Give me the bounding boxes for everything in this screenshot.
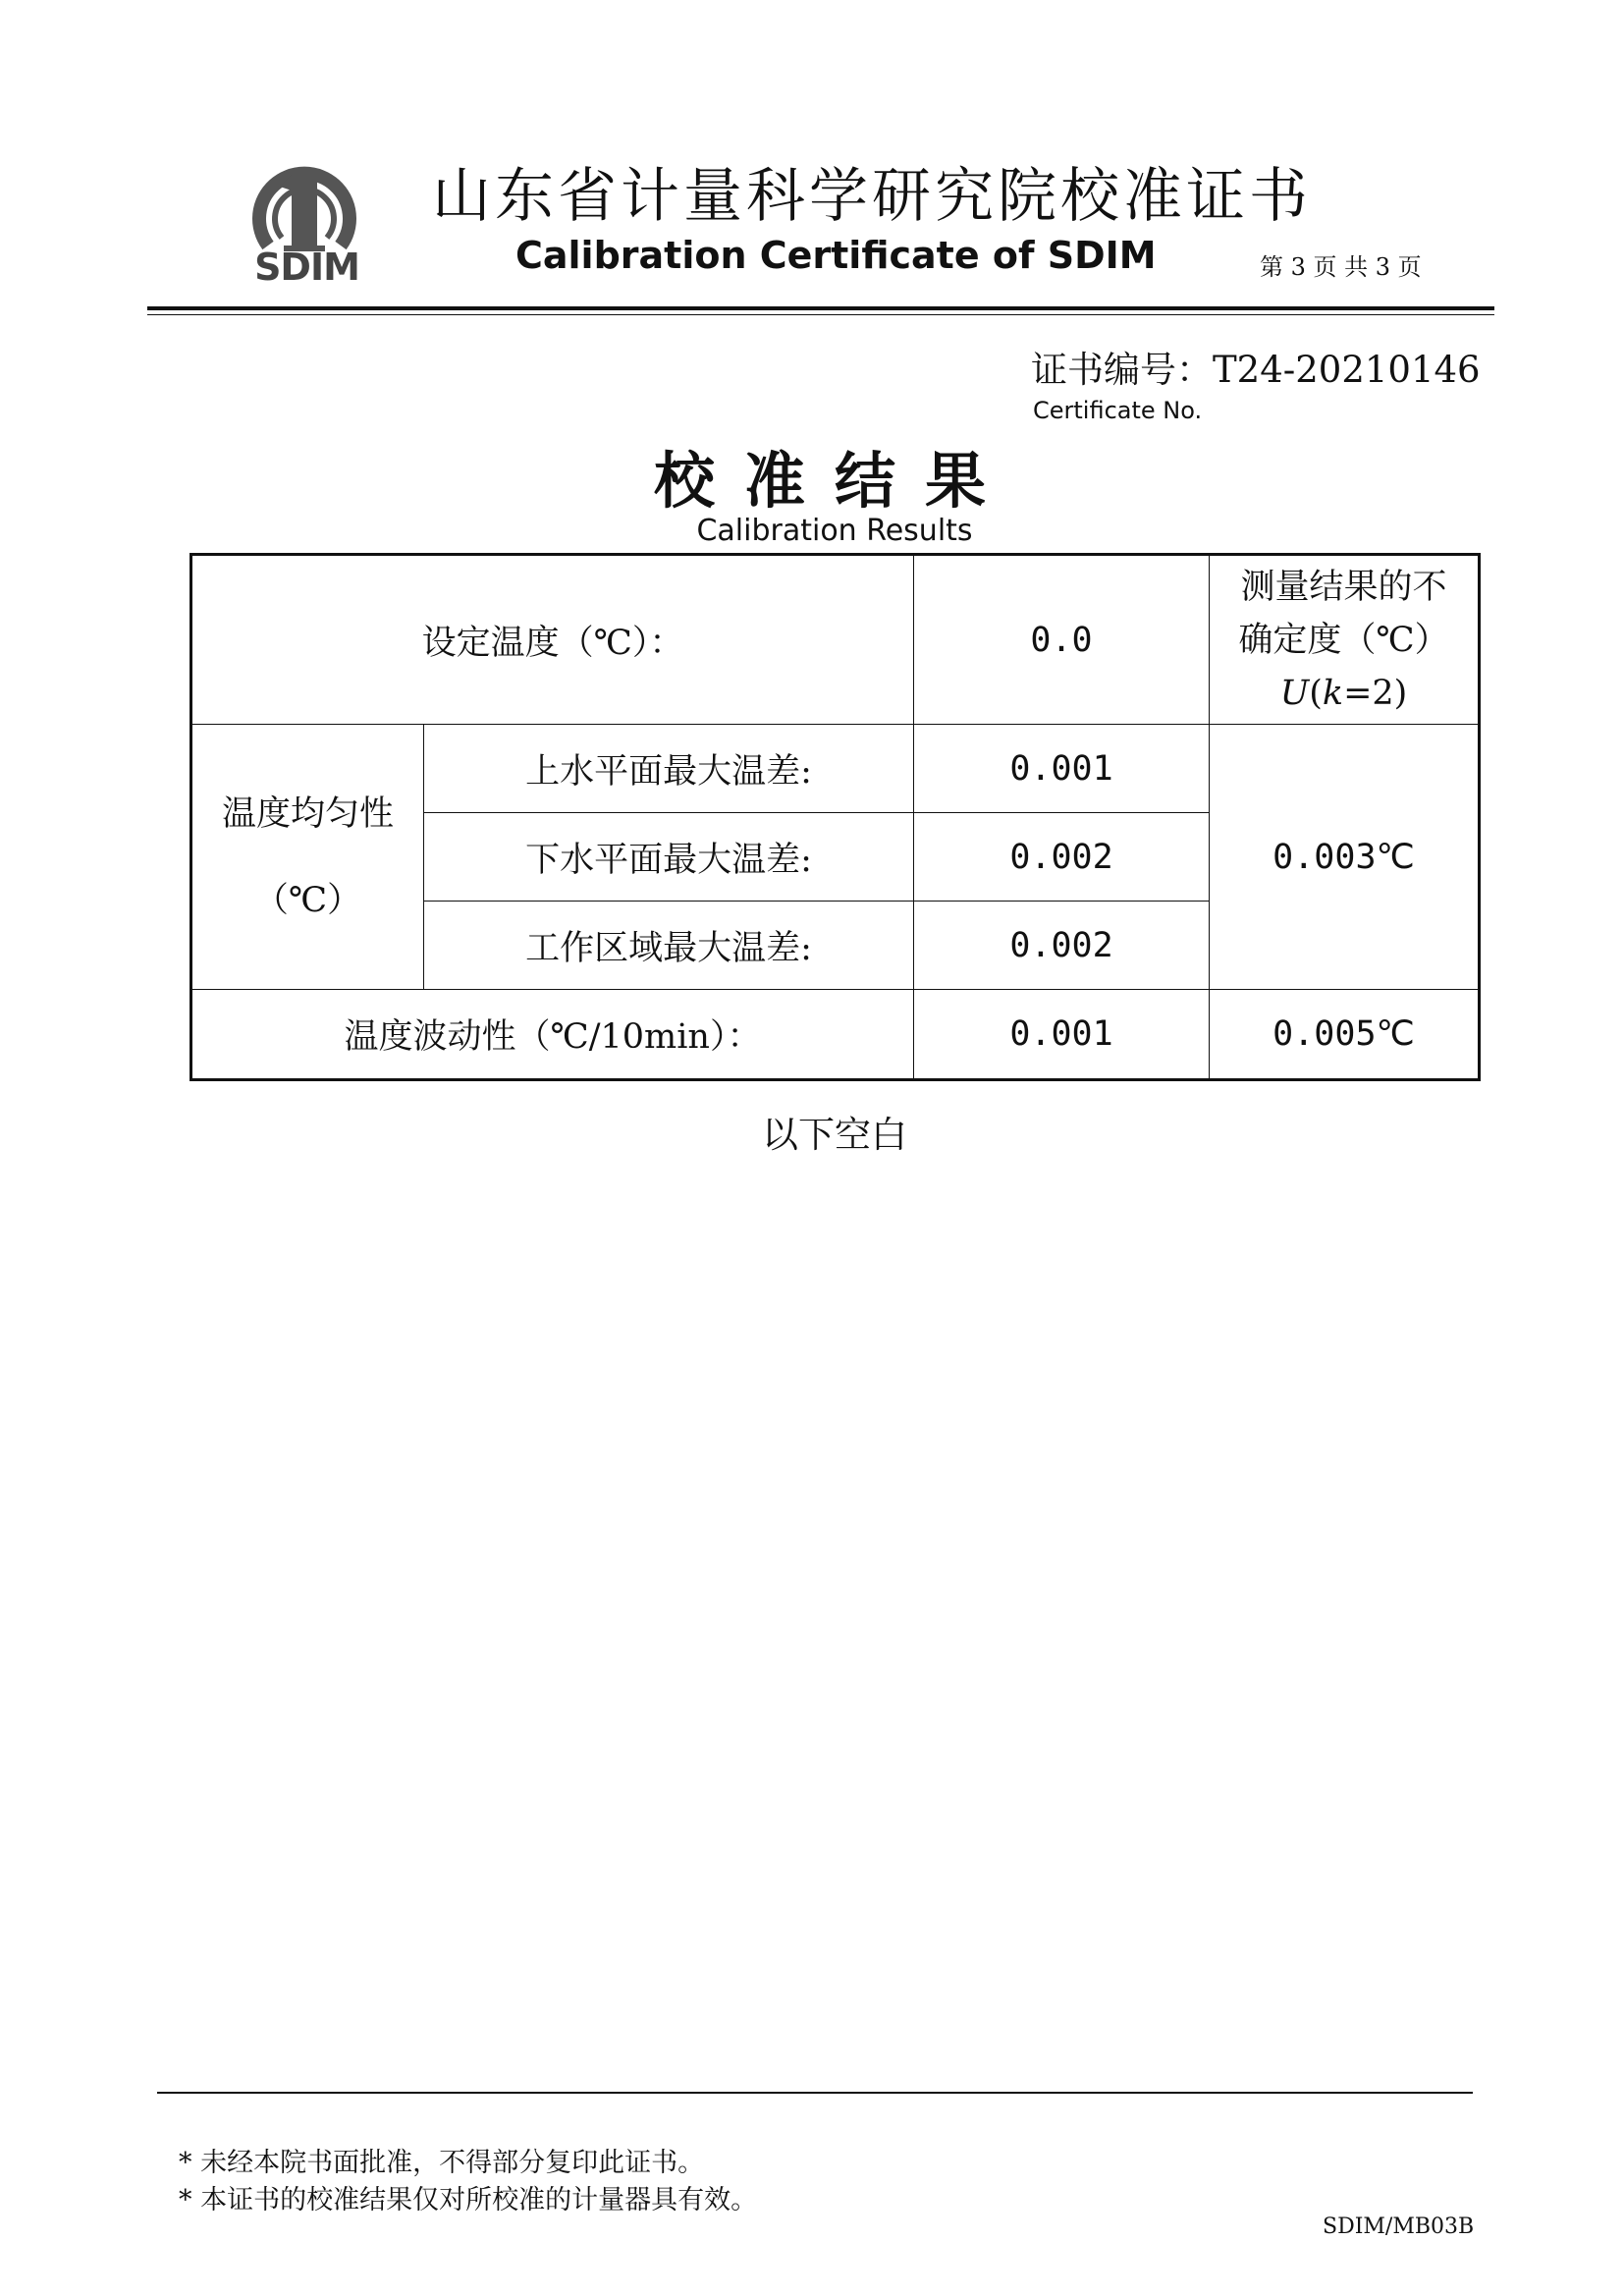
footer-note-1: * 未经本院书面批准，不得部分复印此证书。	[179, 2148, 705, 2178]
certificate-number-label: 证书编号：	[1031, 349, 1213, 391]
certificate-title-en: Calibration Certificate of SDIM	[515, 234, 1157, 277]
page-info: 第 3 页 共 3 页	[1260, 253, 1422, 281]
uncertainty-header-line1: 测量结果的不	[1240, 567, 1447, 607]
uncertainty-paren: (	[1309, 673, 1323, 713]
footer-note-2: * 本证书的校准结果仅对所校准的计量器具有效。	[179, 2185, 758, 2215]
row-label: 工作区域最大温差:	[424, 902, 914, 990]
setpoint-value: 0.0	[914, 555, 1210, 725]
coverage-factor-value: =2)	[1343, 673, 1408, 713]
certificate-number-label-en: Certificate No.	[1033, 397, 1203, 424]
results-title-cn: 校准结果	[653, 445, 1015, 517]
row-label: 上水平面最大温差:	[424, 725, 914, 813]
row-label: 下水平面最大温差:	[424, 813, 914, 902]
form-code: SDIM/MB03B	[1323, 2214, 1475, 2239]
table-row	[191, 725, 1480, 813]
fluctuation-label: 温度波动性（℃/10min）：	[191, 990, 914, 1080]
table-row	[191, 990, 1480, 1080]
coverage-factor-symbol: k	[1322, 673, 1344, 713]
table-row	[191, 555, 1480, 725]
uniformity-uncertainty: 0.003℃	[1210, 725, 1480, 990]
certificate-number	[1031, 340, 1481, 393]
uniformity-label-line2: （℃）	[253, 880, 362, 920]
row-value: 0.002	[914, 813, 1210, 902]
uncertainty-header-line3	[1210, 667, 1478, 720]
row-value: 0.001	[914, 725, 1210, 813]
header-rule-thick	[147, 306, 1494, 310]
blank-note: 以下空白	[762, 1114, 907, 1156]
certificate-title-cn: 山东省计量科学研究院校准证书	[432, 162, 1312, 231]
uniformity-label-line1: 温度均匀性	[221, 793, 394, 834]
footer-rule	[157, 2092, 1473, 2094]
row-value: 0.002	[914, 902, 1210, 990]
results-title-en: Calibration Results	[696, 514, 973, 548]
certificate-number-value: T24-20210146	[1213, 349, 1481, 391]
fluctuation-value: 0.001	[914, 990, 1210, 1080]
uncertainty-symbol: U	[1279, 673, 1310, 713]
setpoint-label: 设定温度（℃）：	[191, 555, 914, 725]
logo-text: SDIM	[254, 246, 359, 289]
header-rule-thin	[147, 314, 1494, 315]
fluctuation-uncertainty: 0.005℃	[1210, 990, 1480, 1080]
calibration-results-table	[189, 553, 1481, 1081]
uncertainty-header	[1210, 555, 1480, 725]
uncertainty-header-line2: 确定度（℃）	[1238, 620, 1449, 660]
uniformity-label	[191, 725, 424, 990]
